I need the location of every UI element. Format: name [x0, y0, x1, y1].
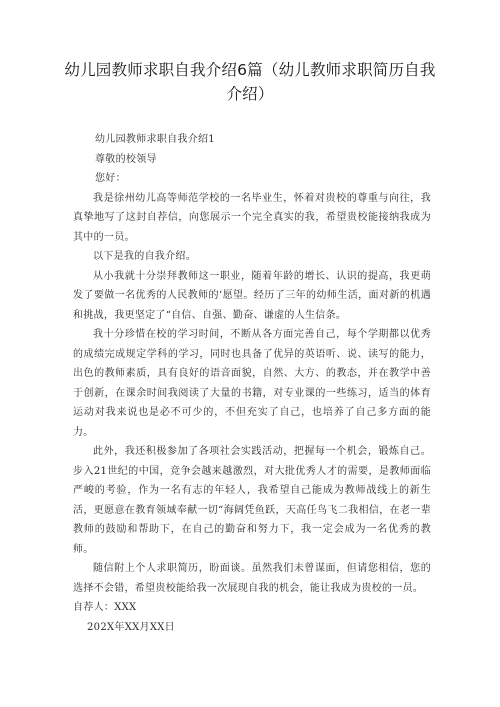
paragraph-study: 我十分珍惜在校的学习时间，不断从各方面完善自己，每个学期都以优秀的成绩完成规定学科的学习，同时也具备了优异的英语听、说、读写的能力，出色的教师素质，具有良好的语音面貌，自然、大方、的教态，并在教学中善于创新，在课余时间我阅读了大量的书籍，对专业课的一些练习，适当的体育运动对我来说也是必不可少的，不但充实了自己，也培养了自己多方面的能力。 — [73, 329, 431, 438]
date-line: 202X年XX月XX日 — [87, 621, 175, 633]
salutation-line-1: 尊敬的校领导 — [95, 153, 157, 165]
signature-line: 自荐人：XXX — [73, 602, 137, 613]
section-heading: 幼儿园教师求职自我介绍1 — [95, 134, 215, 145]
salutation-line-2: 您好： — [95, 173, 126, 184]
document-title: 幼儿园教师求职自我介绍6篇（幼儿教师求职简历自我介绍） — [64, 61, 436, 103]
paragraph-practice: 此外，我还积极参加了各项社会实践活动，把握每一个机会，锻炼自己。步入21世纪的中国，竞争会越来越激烈，对大批优秀人才的需要，是教师面临严峻的考验，作为一名有志的年轻人，我希望自己能成为教师战线上的新生活，更愿意在教育领域奉献一切“海阔凭鱼跃，天高任鸟飞二我相信，在老一辈教师的鼓励和帮助下，在自己的勤奋和努力下，我一定会成为一名优秀的教师。 — [73, 446, 431, 555]
paragraph-self-intro-heading: 以下是我的自我介绍。 — [93, 251, 196, 262]
paragraph-intro: 我是徐州幼儿高等师范学校的一名毕业生，怀着对贵校的尊重与向往，我真挚地写了这封自荐信，向您展示一个完全真实的我，希望贵校能接纳我成为其中的一员。 — [73, 192, 431, 243]
document-body — [73, 130, 431, 637]
paragraph-closing: 随信附上个人求职简历，盼面谈。虽然我们未曾谋面，但请您相信，您的选择不会错，希望贵校能给我一次展现自我的机会，能让我成为贵校的一员。 — [73, 563, 431, 594]
paragraph-aspiration: 从小我就十分崇拜教师这一职业，随着年龄的增长、认识的提高，我更萌发了要做一名优秀的人民教师的‘愿望。经历了三年的幼师生活，面对新的机遇和挑战，我更坚定了“自信、自强、勤奋、谦虚的人生信条。 — [73, 270, 431, 321]
